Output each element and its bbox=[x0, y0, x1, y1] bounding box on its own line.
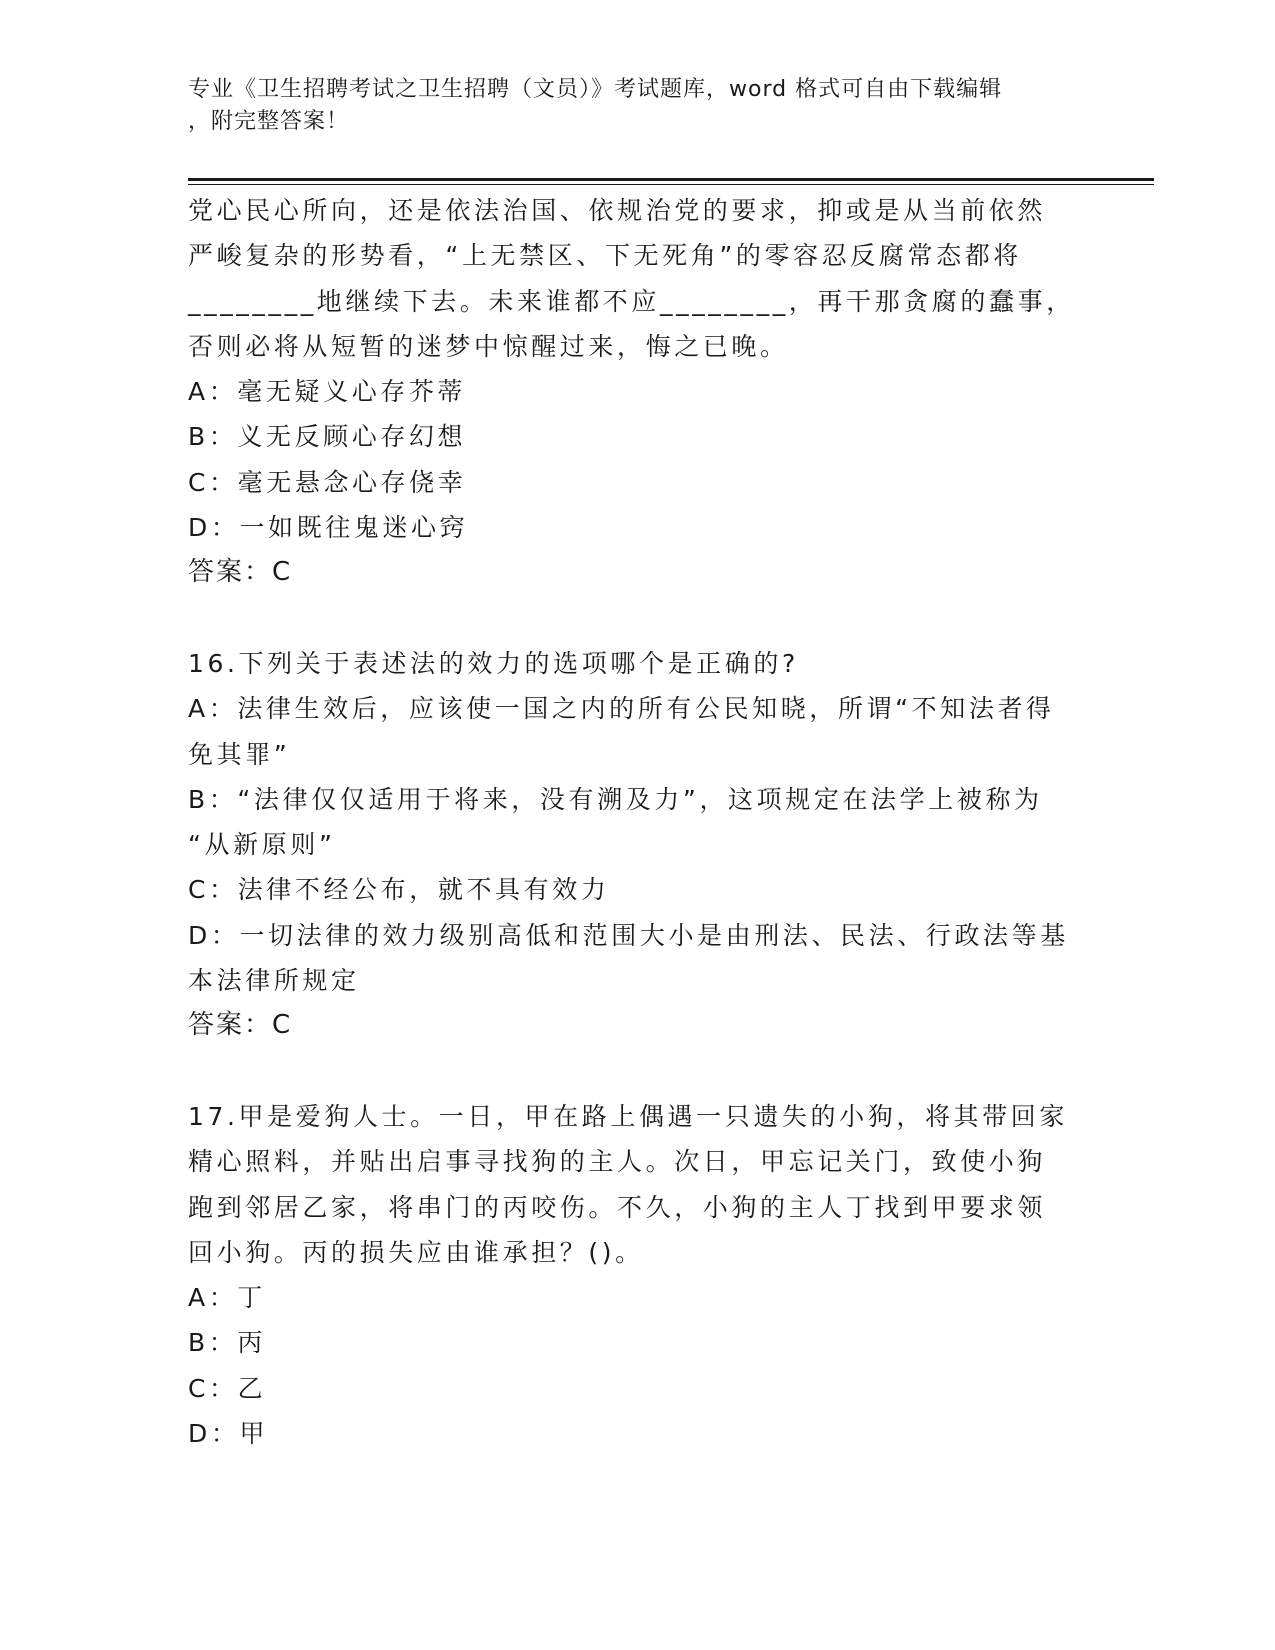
question-stem-line: 回小狗。丙的损失应由谁承担？()。 bbox=[188, 1237, 644, 1267]
option-a: A：法律生效后，应该使一国之内的所有公民知晓，所谓“不知法者得 bbox=[188, 694, 1055, 724]
question-16 bbox=[188, 641, 1088, 1049]
option-d-continued: 本法律所规定 bbox=[188, 966, 360, 996]
spacer bbox=[188, 1049, 1088, 1094]
answer-line: 答案：C bbox=[188, 1010, 293, 1041]
question-stem-line: 否则必将从短暂的迷梦中惊醒过来，悔之已晚。 bbox=[188, 331, 789, 361]
question-15 bbox=[188, 188, 1088, 596]
option-b-continued: “从新原则” bbox=[188, 830, 336, 860]
option-c: C：法律不经公布，就不具有效力 bbox=[188, 875, 610, 905]
option-a: A：丁 bbox=[188, 1283, 266, 1313]
question-stem-line: 16.下列关于表述法的效力的选项哪个是正确的? bbox=[188, 648, 799, 678]
answer-line: 答案：C bbox=[188, 557, 293, 588]
option-c: C：毫无悬念心存侥幸 bbox=[188, 467, 467, 497]
header-rule-thin bbox=[188, 184, 1154, 185]
option-c: C：乙 bbox=[188, 1373, 267, 1403]
option-d: D：甲 bbox=[188, 1419, 269, 1449]
header-rule-thick bbox=[188, 178, 1154, 181]
question-stem-line: 党心民心所向，还是依法治国、依规治党的要求，抑或是从当前依然 bbox=[188, 196, 1047, 225]
question-17 bbox=[188, 1094, 1088, 1456]
question-stem-line: 精心照料，并贴出启事寻找狗的主人。次日，甲忘记关门，致使小狗 bbox=[188, 1147, 1047, 1177]
document-header bbox=[188, 74, 1088, 138]
option-b: B：“法律仅仅适用于将来，没有溯及力”，这项规定在法学上被称为 bbox=[188, 784, 1043, 814]
header-line-2: ，附完整答案！ bbox=[188, 109, 350, 134]
spacer bbox=[188, 596, 1088, 641]
question-stem-line: ________地继续下去。未来谁都不应________，再干那贪腐的蠢事， bbox=[188, 286, 1075, 316]
question-list bbox=[188, 188, 1088, 1456]
question-stem-line: 跑到邻居乙家，将串门的丙咬伤。不久，小狗的主人丁找到甲要求领 bbox=[188, 1192, 1047, 1222]
option-d: D：一如既往鬼迷心窍 bbox=[188, 513, 469, 543]
question-stem-line: 严峻复杂的形势看，“上无禁区、下无死角”的零容忍反腐常态都将 bbox=[188, 241, 1022, 271]
option-a: A：毫无疑义心存芥蒂 bbox=[188, 377, 467, 407]
header-line-1: 专业《卫生招聘考试之卫生招聘（文员）》考试题库，word 格式可自由下载编辑 bbox=[188, 77, 1003, 102]
question-stem-line: 17.甲是爱狗人士。一日，甲在路上偶遇一只遗失的小狗，将其带回家 bbox=[188, 1101, 1068, 1131]
option-b: B：丙 bbox=[188, 1328, 266, 1358]
option-d: D：一切法律的效力级别高低和范围大小是由刑法、民法、行政法等基 bbox=[188, 920, 1069, 950]
option-a-continued: 免其罪” bbox=[188, 739, 291, 769]
option-b: B：义无反顾心存幻想 bbox=[188, 422, 467, 452]
